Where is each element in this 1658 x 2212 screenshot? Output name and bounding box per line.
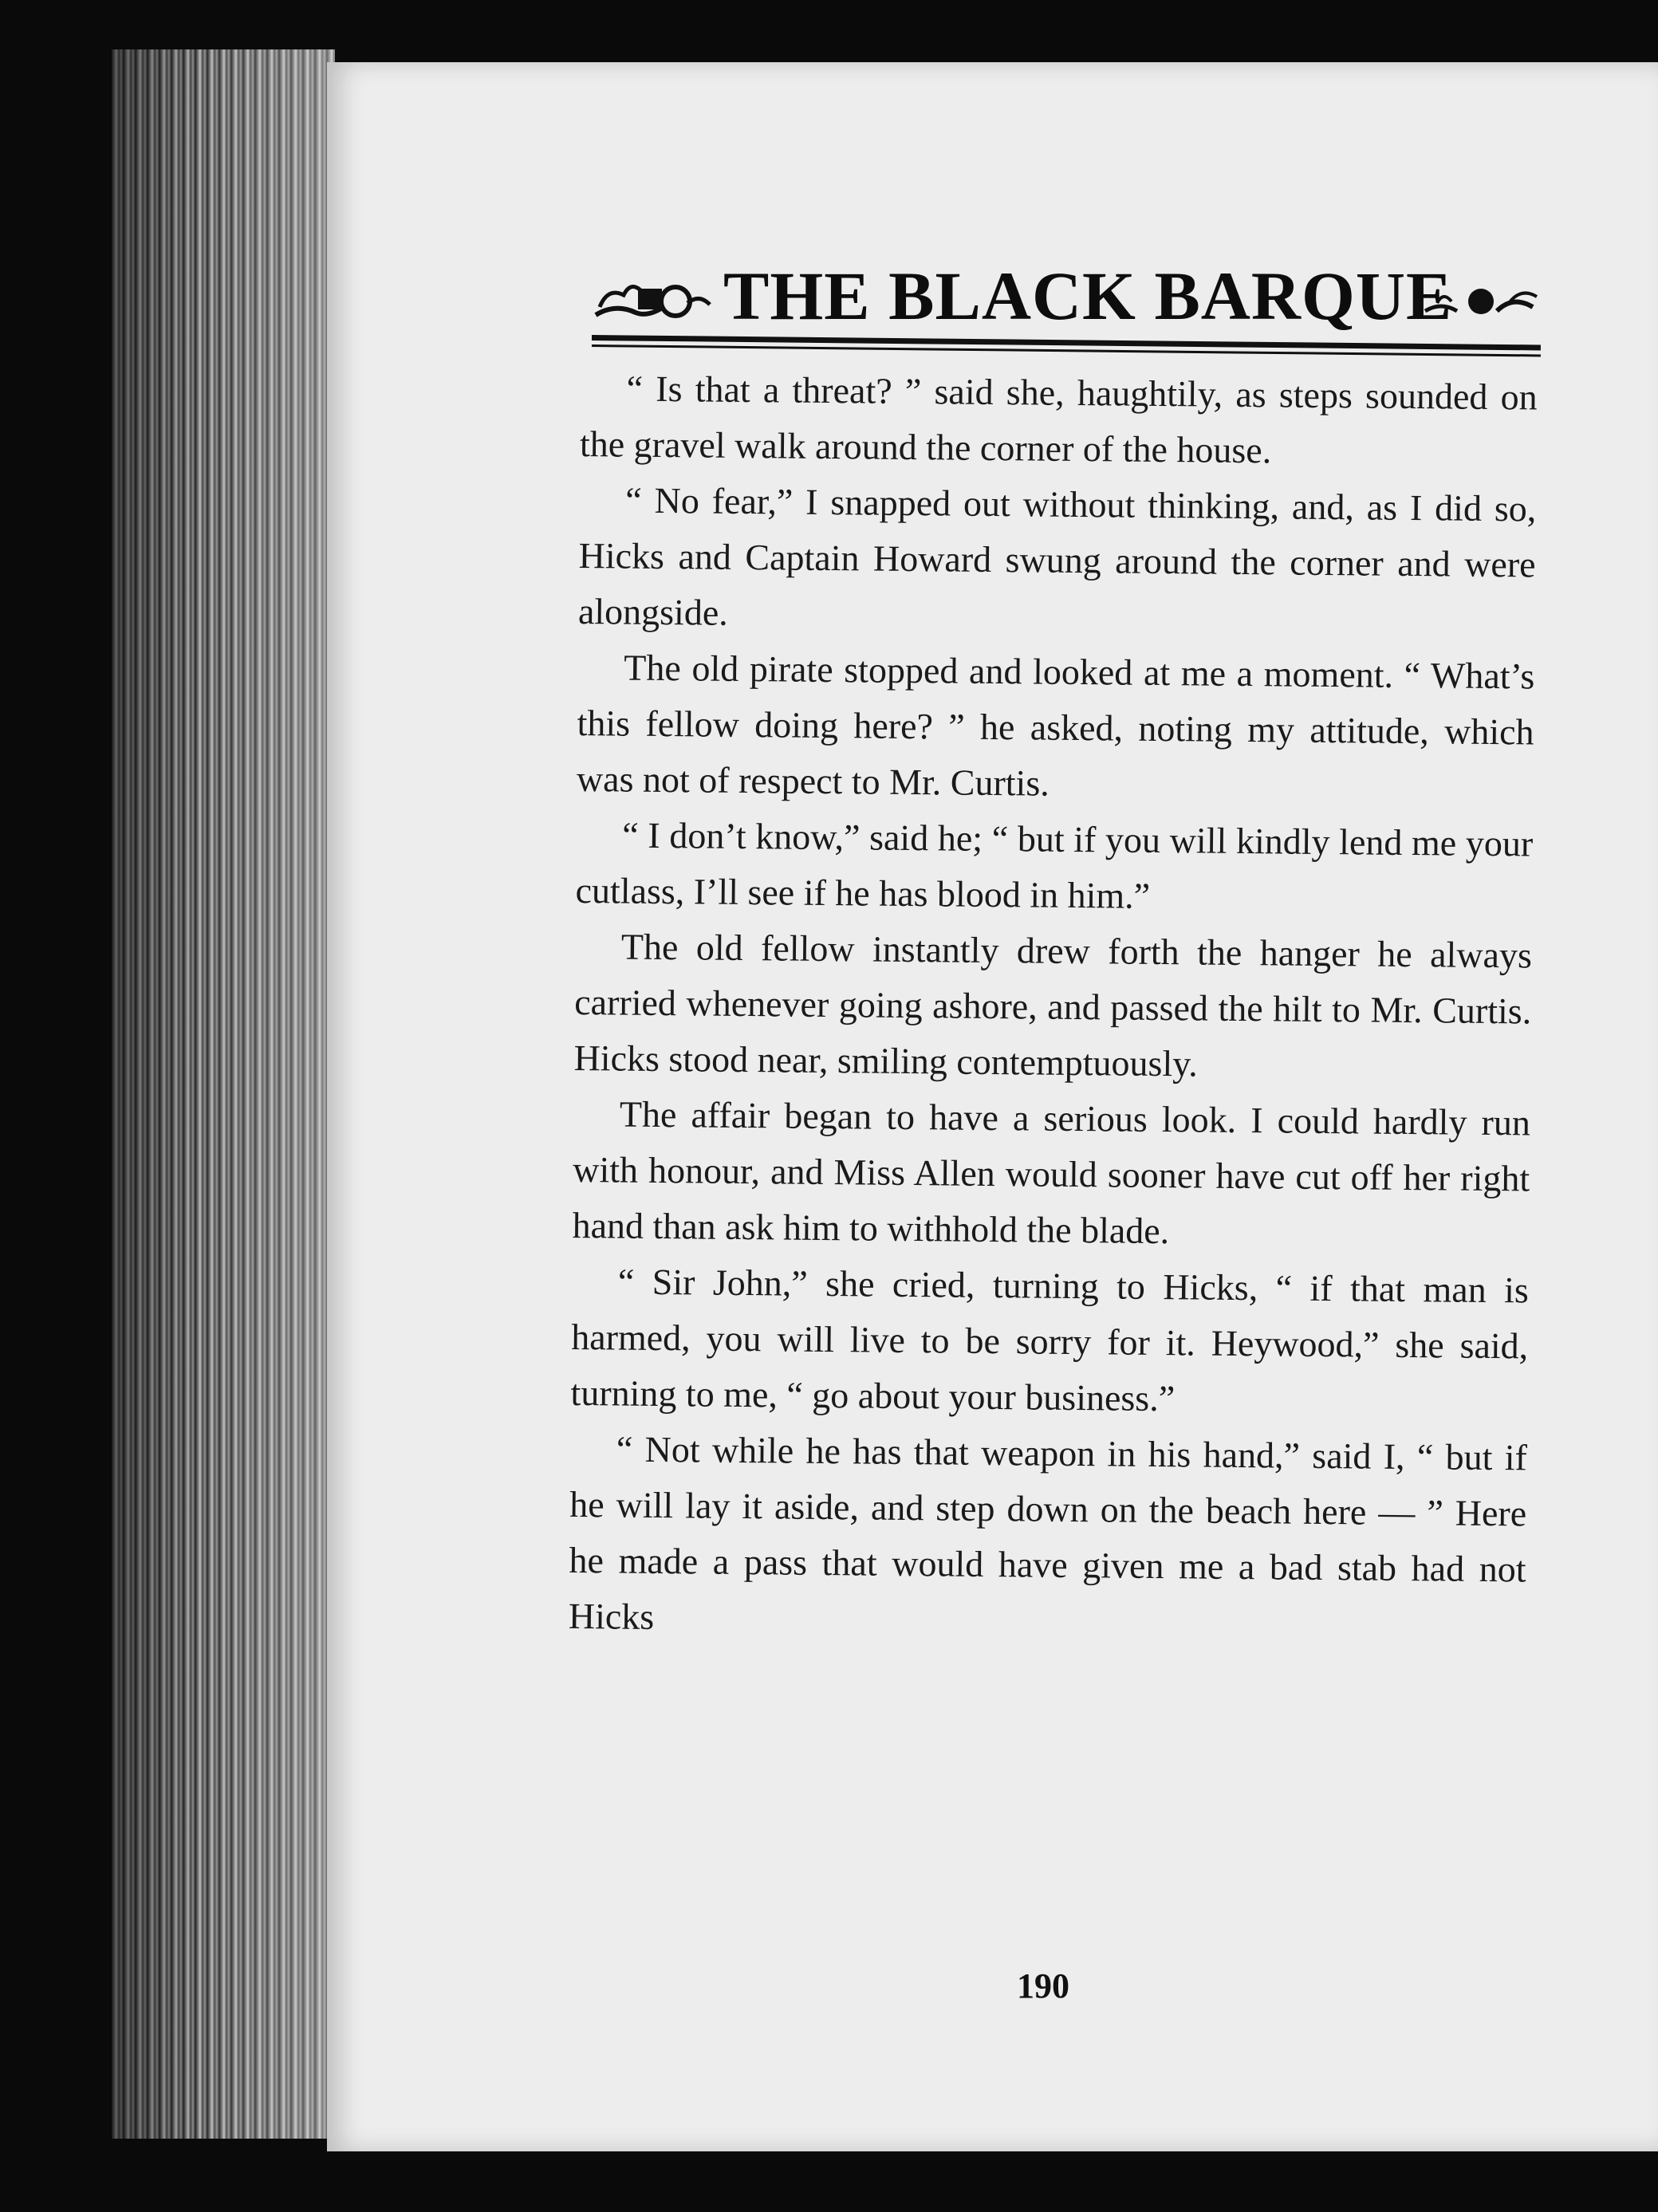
paragraph: “ Not while he has that weapon in his hand,” said I, “ but if he will lay it aside, and step down on the beach here — ” Here he made a pass that would have given me a bad stab had not Hicks — [568, 1428, 1528, 1637]
page-number: 190 — [1017, 1966, 1069, 2005]
paragraph: The affair began to have a serious look. I could hardly run with honour, and Miss Allen would sooner have cut off her right hand than ask him to withhold the blade. — [572, 1093, 1531, 1252]
paragraph: “ No fear,” I snapped out without thinking, and, as I did so, Hicks and Captain Howard swung around the corner and were alongside. — [577, 479, 1537, 633]
paragraph: The old fellow instantly drew forth the hanger he always carried whenever going ashore, and passed the hilt to Mr. Curtis. Hicks stood near, smiling contemptuously. — [573, 926, 1533, 1084]
ship-ornament-icon — [1421, 271, 1541, 327]
book-page-edges-shade — [112, 49, 335, 2139]
paragraph: “ Is that a threat? ” said she, haughtily, as steps sounded on the gravel walk around the corner of the house. — [579, 368, 1538, 471]
body-text — [569, 360, 1538, 1653]
running-head-title: THE BLACK BARQUE — [723, 258, 1453, 334]
paragraph: “ Sir John,” she cried, turning to Hicks, “ if that man is harmed, you will live to be sorry for it. Heywood,” she said, turning to me, “ go about your business.” — [570, 1261, 1530, 1419]
ship-ornament-icon — [592, 271, 711, 327]
paragraph: “ I don’t know,” said he; “ but if you will kindly lend me your cutlass, I’ll see if he has blood in him.” — [575, 814, 1534, 916]
paragraph: The old pirate stopped and looked at me a moment. “ What’s this fellow doing here? ” he asked, noting my attitude, which was not of respect to Mr. Curtis. — [576, 647, 1535, 804]
running-head — [592, 255, 1541, 359]
